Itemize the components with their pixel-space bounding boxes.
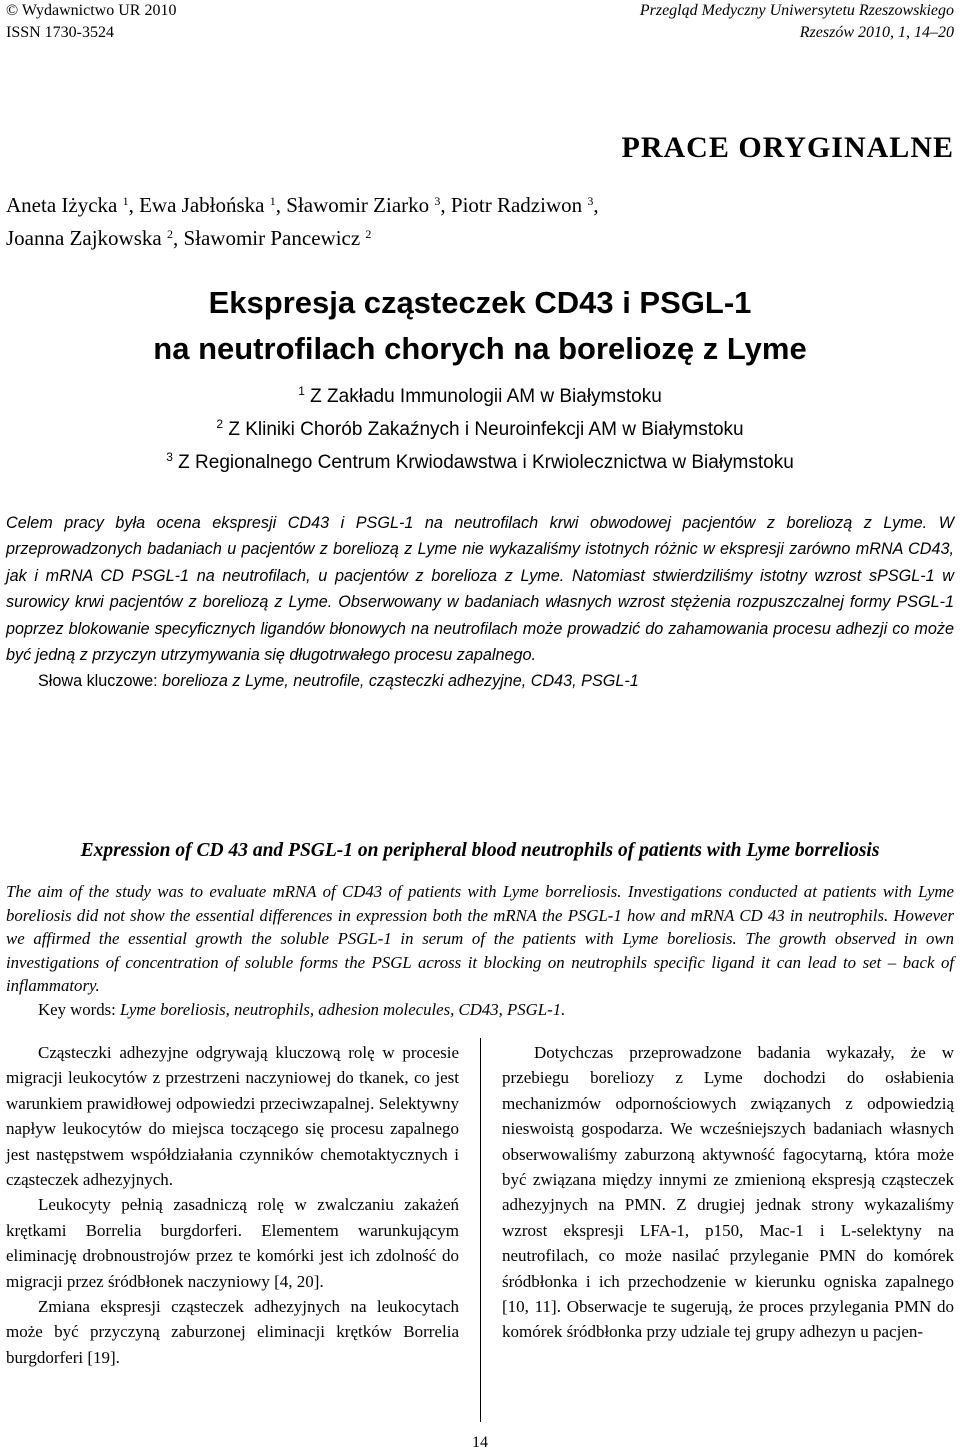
article-title-pl bbox=[0, 280, 960, 372]
column-divider bbox=[480, 1038, 481, 1422]
keywords-pl-label: Słowa kluczowe: bbox=[38, 672, 163, 691]
author-affil-mark: 1 bbox=[269, 194, 276, 208]
author-name: , Sławomir Ziarko bbox=[275, 193, 430, 217]
author-affil-mark: 2 bbox=[365, 227, 372, 241]
author-name: Joanna Zajkowska bbox=[6, 226, 162, 250]
header-left bbox=[6, 0, 176, 44]
affiliation-item bbox=[0, 446, 960, 479]
authors bbox=[6, 189, 766, 255]
section-label: PRACE ORYGINALNE bbox=[621, 131, 954, 164]
body-paragraph: Dotychczas przeprowadzone badania wykazały, że w przebiegu boreliozy z Lyme dochodzi do osłabienia mechanizmów odpornościowych związanych z odpowiedzią nieswoistą gospodarza. We wcześniejszych badaniach własnych obserwowaliśmy zaburzoną aktywność fagocytarną, która może być związana między innymi ze zmienioną ekspresją cząsteczek adhezyjnych na PMN. Z drugiej jednak strony wykazaliśmy wzrost ekspresji LFA-1, p150, Mac-1 i L-selektyny na neutrofilach, co może nasilać przyleganie PMN do komórek śródbłonka i ich przechodzenie w kierunku ogniska zapalnego [10, 11]. Obserwacje te sugerują, że proces przylegania PMN do komórek śródbłonka przy udziale tej grupy adhezyn u pacjen- bbox=[502, 1043, 954, 1342]
page-number: 14 bbox=[472, 1434, 488, 1451]
keywords-en-label: Key words: bbox=[38, 999, 121, 1019]
affiliations bbox=[0, 380, 960, 479]
abstract-en-text: The aim of the study was to evaluate mRNA of CD43 of patients with Lyme borreliosis. Investigations conducted at patients with Lyme boreliosis did not show the essential differences in expression both the mRNA the PSGL-1 how and mRNA CD 43 in neutrophils. However we affirmed the essential growth the soluble PSGL-1 in serum of the patients with Lyme boreliosis. The growth observed in own investigations of concentration of soluble forms the PSGL across it blocking on neutrophils specific ligand it can lead to set – back of inflammatory. bbox=[6, 882, 954, 995]
body-paragraph: Cząsteczki adhezyjne odgrywają kluczową rolę w procesie migracji leukocytów z przestrzeni naczyniowej do tkanek, co jest warunkiem prawidłowej odpowiedzi przeciwzapalnej. Selektywny napływ leukocytów do miejsca toczącego się procesu zapalnego jest następstwem współdziałania czynników chemotaktycznych i cząsteczek adhezyjnych. bbox=[6, 1043, 459, 1190]
header-right bbox=[640, 0, 954, 44]
affiliation-number: 2 bbox=[216, 417, 224, 431]
author-name: , Sławomir Pancewicz bbox=[172, 226, 361, 250]
affiliation-text: Z Regionalnego Centrum Krwiodawstwa i Krwiolecznictwa w Białymstoku bbox=[172, 452, 794, 473]
keywords-pl-values: borelioza z Lyme, neutrofile, cząsteczki adhezyjne, CD43, PSGL-1 bbox=[162, 672, 639, 691]
publisher-line: © Wydawnictwo UR 2010 bbox=[6, 2, 177, 19]
affiliation-item bbox=[0, 413, 960, 446]
issue-info: Rzeszów 2010, 1, 14–20 bbox=[799, 24, 954, 41]
author-affil-mark: 3 bbox=[434, 194, 441, 208]
affiliation-item bbox=[0, 380, 960, 413]
author-name: Aneta Iżycka bbox=[6, 193, 118, 217]
article-title-en: Expression of CD 43 and PSGL-1 on peripheral blood neutrophils of patients with Lyme borreliosis bbox=[80, 840, 880, 861]
abstract-pl-text: Celem pracy była ocena ekspresji CD43 i PSGL-1 na neutrofilach krwi obwodowej pacjentów z boreliozą z Lyme. W przeprowadzonych badaniach u pacjentów z boreliozą z Lyme nie wykazaliśmy istotnych różnic w ekspresji zarówno mRNA CD43, jak i mRNA CD PSGL-1 na neutrofilach, u pacjentów z borelioza z Lyme. Natomiast stwierdziliśmy istotny wzrost sPSGL-1 w surowicy krwi pacjentów z boreliozą z Lyme. Obserwowany w badaniach własnych wzrost stężenia rozpuszczalnej formy PSGL-1 poprzez blokowanie specyficznych ligandów błonowych na neutrofilach może prowadzić do zahamowania procesu adhezji co może być jedną z przyczyn utrzymywania się długotrwałego procesu zapalnego. bbox=[6, 514, 954, 665]
author-affil-mark: 1 bbox=[122, 194, 129, 208]
title-pl-line1: Ekspresja cząsteczek CD43 i PSGL-1 bbox=[208, 285, 752, 320]
title-pl-line2: na neutrofilach chorych na boreliozę z Lyme bbox=[153, 331, 807, 366]
affiliation-text: Z Kliniki Chorób Zakaźnych i Neuroinfekcji AM w Białymstoku bbox=[223, 419, 744, 440]
affiliation-number: 3 bbox=[166, 450, 173, 464]
author-affil-mark: 2 bbox=[166, 227, 173, 241]
journal-name: Przegląd Medyczny Uniwersytetu Rzeszowskiego bbox=[639, 2, 954, 19]
author-name: , Piotr Radziwon bbox=[440, 193, 583, 217]
body-paragraph: Zmiana ekspresji cząsteczek adhezyjnych na leukocytach może być przyczyną zaburzonej eliminacji krętków Borrelia burgdorferi [19]. bbox=[6, 1297, 459, 1367]
author-affil-mark: 3 bbox=[587, 194, 594, 208]
author-name: , Ewa Jabłońska bbox=[128, 193, 265, 217]
keywords-pl bbox=[6, 668, 954, 694]
body-column-right bbox=[502, 1040, 954, 1345]
abstract-pl bbox=[6, 510, 954, 695]
affiliation-number: 1 bbox=[298, 384, 305, 398]
issn-line: ISSN 1730-3524 bbox=[6, 24, 115, 41]
abstract-en bbox=[6, 880, 954, 1021]
body-paragraph: Leukocyty pełnią zasadniczą rolę w zwalczaniu zakażeń krętkami Borrelia burgdorferi. Elementem warunkującym eliminację drobnoustrojów przez te komórki jest ich zdolność do migracji przez śródbłonek naczyniowy [4, 20]. bbox=[6, 1195, 459, 1291]
keywords-en bbox=[6, 998, 954, 1022]
keywords-en-values: Lyme boreliosis, neutrophils, adhesion molecules, CD43, PSGL-1. bbox=[120, 999, 566, 1019]
affiliation-text: Z Zakładu Immunologii AM w Białymstoku bbox=[304, 386, 662, 407]
author-separator: , bbox=[593, 193, 599, 217]
body-column-left bbox=[6, 1040, 459, 1370]
